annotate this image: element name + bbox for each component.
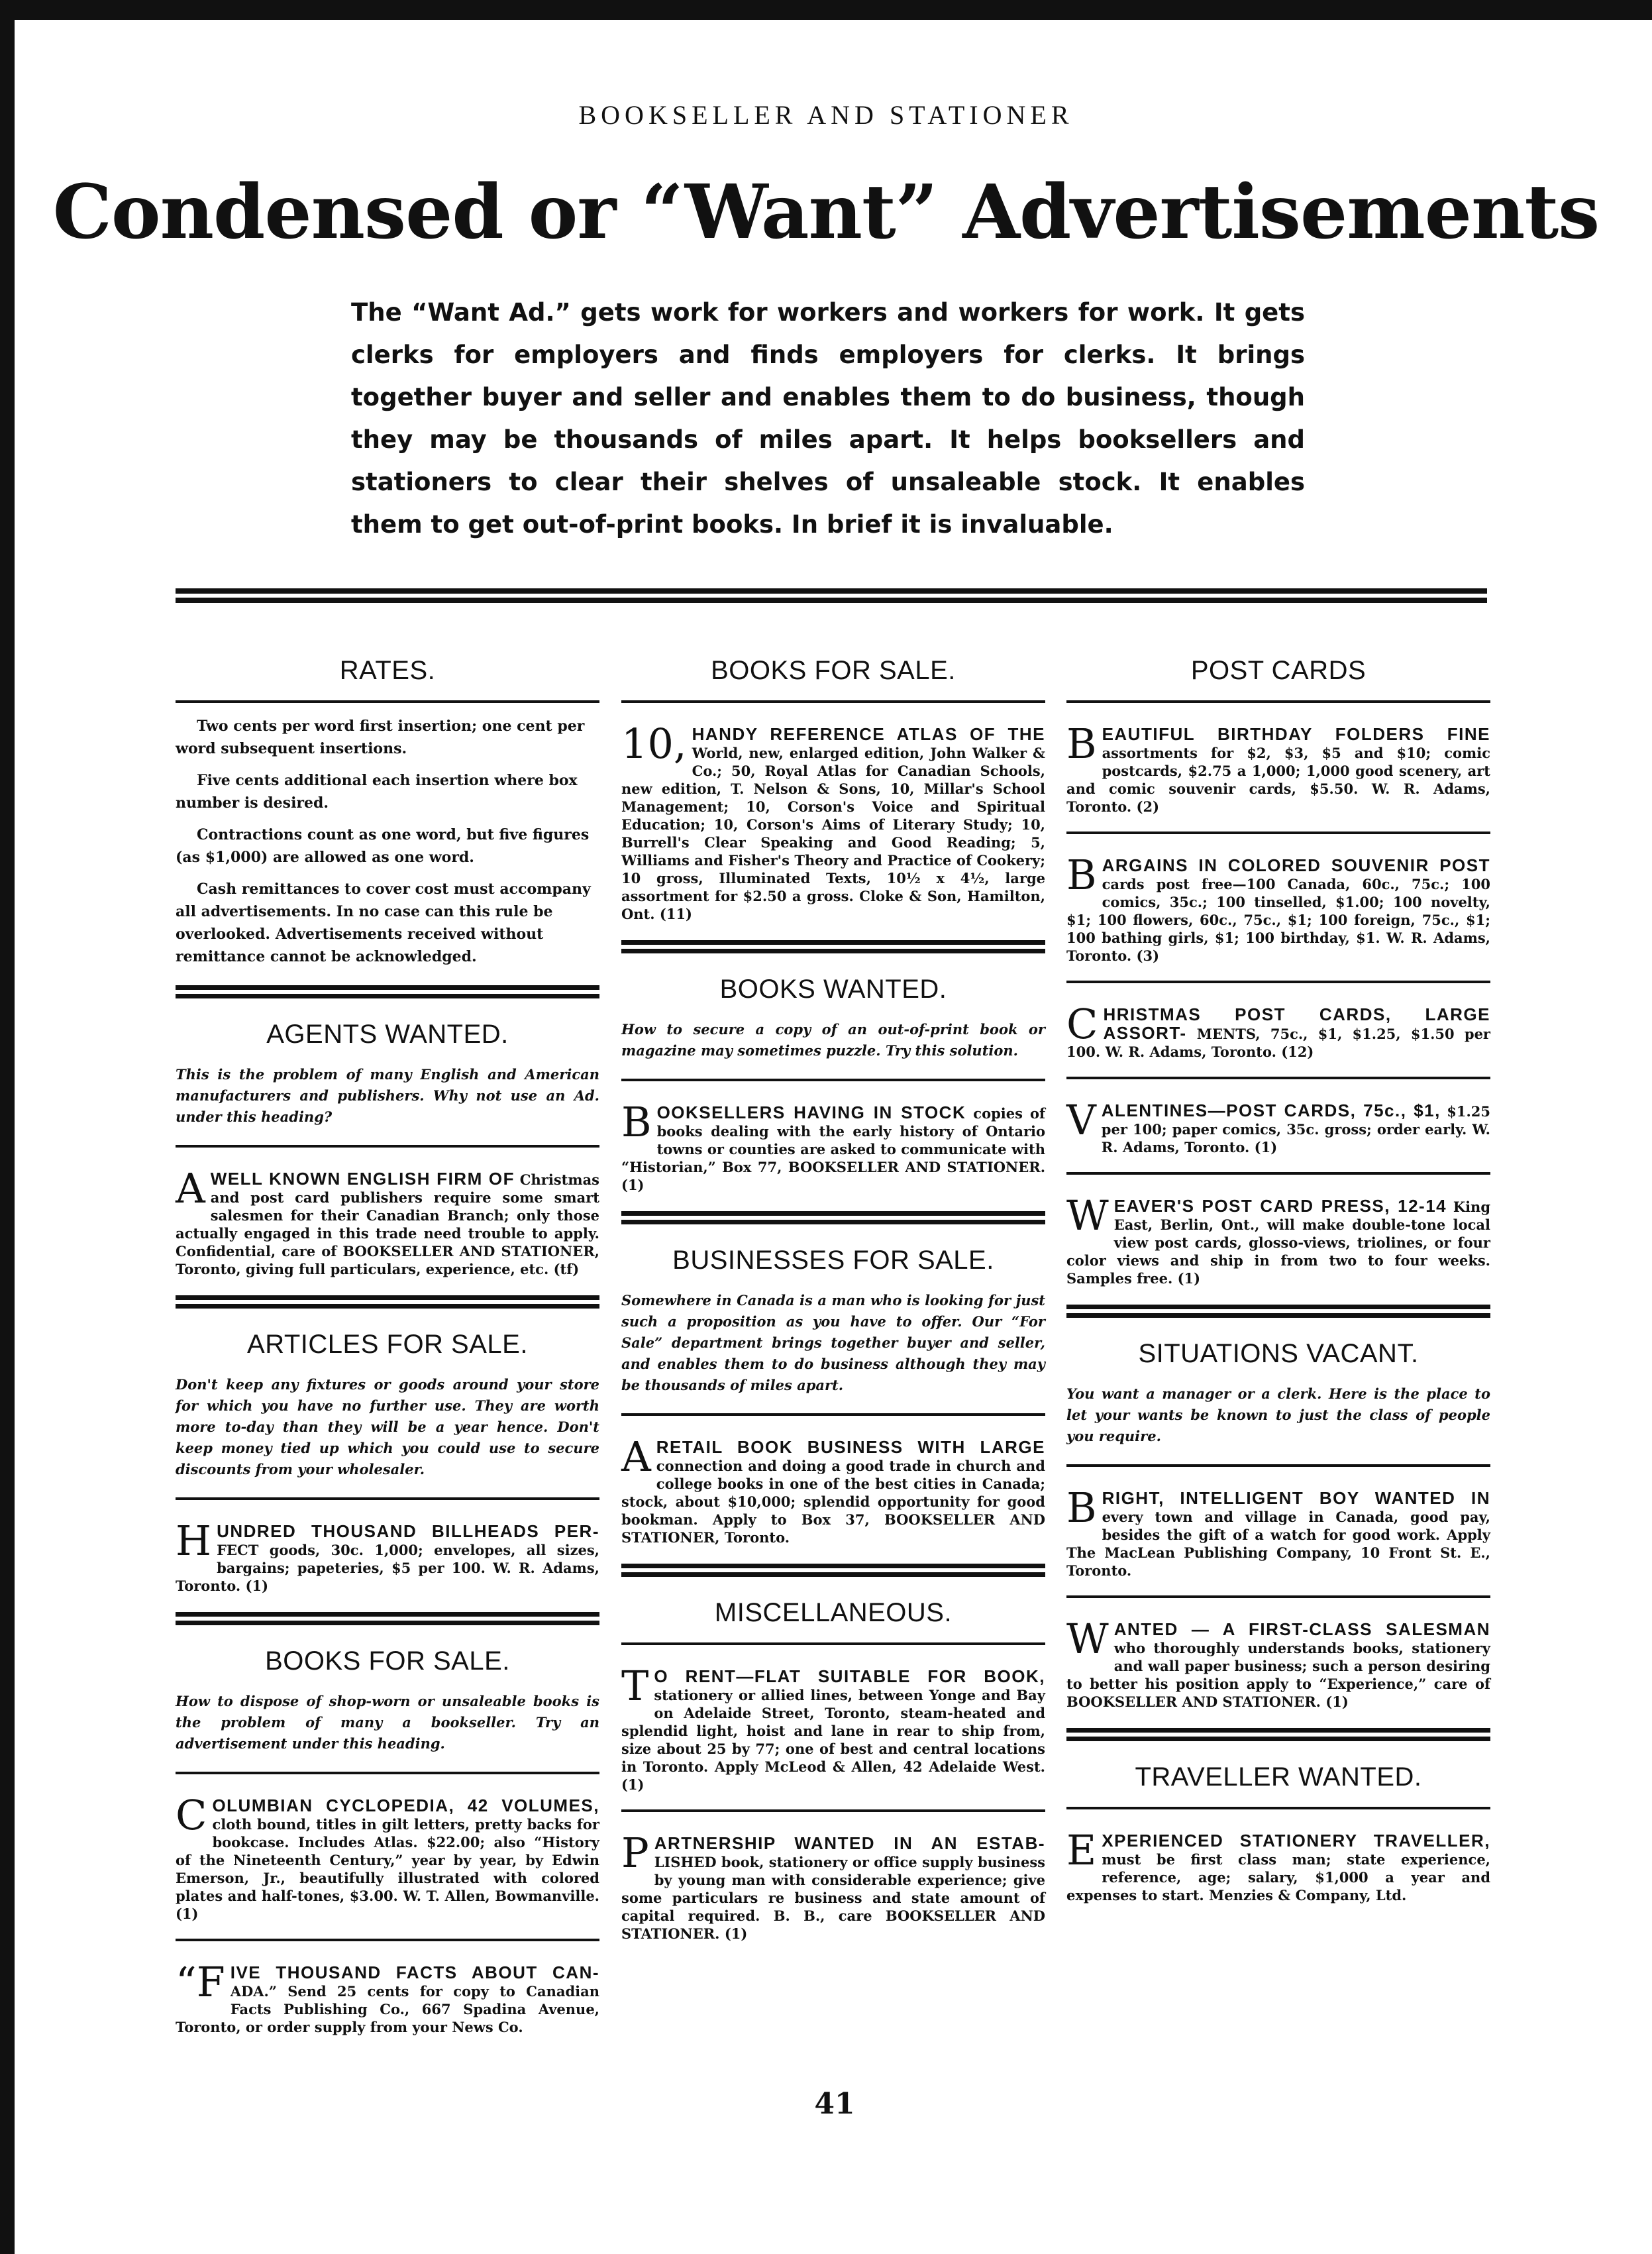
divider xyxy=(621,700,1045,703)
agents-wanted-promo: This is the problem of many English and American manufacturers and publishers. Why not use an Ad. under this heading? xyxy=(176,1066,599,1125)
ad-body: every town and village in Canada, good pay, besides the gift of a watch for good work. Apply The MacLean Publishing Company, 10 Front St. E., Toronto. xyxy=(1066,1509,1490,1579)
rates-line: Cash remittances to cover cost must accompany all advertisements. In no case can this rule be overlooked. Advertisements received without remittance cannot be acknowledged. xyxy=(176,881,591,965)
ad-lead: WELL KNOWN ENGLISH FIRM OF xyxy=(210,1169,515,1189)
ad-lead: O RENT—FLAT SUITABLE FOR BOOK, xyxy=(654,1666,1045,1686)
divider xyxy=(621,1564,1045,1578)
classified-ad xyxy=(621,1098,1045,1194)
drop-cap: B xyxy=(1066,720,1097,768)
ad-lead: OLUMBIAN CYCLOPEDIA, 42 VOLUMES, xyxy=(212,1796,599,1815)
ad-body: $1.25 per 100; paper comics, 35c. gross; order early. W. R. Adams, Toronto. xyxy=(1101,1103,1490,1155)
drop-cap: “F xyxy=(176,1958,225,2006)
divider xyxy=(176,1497,599,1500)
classified-ad xyxy=(1066,1615,1490,1711)
ad-tag: (1) xyxy=(1325,1693,1349,1710)
classified-ad xyxy=(621,1432,1045,1546)
divider xyxy=(176,1939,599,1941)
divider xyxy=(176,1295,599,1310)
classified-ad xyxy=(1066,1000,1490,1061)
classified-ad xyxy=(1066,1483,1490,1580)
ad-tag: (2) xyxy=(1136,798,1160,815)
ad-tag: (12) xyxy=(1281,1044,1314,1060)
column-left xyxy=(176,636,599,2052)
drop-cap: W xyxy=(1066,1191,1109,1240)
divider xyxy=(1066,700,1490,703)
drop-cap: H xyxy=(176,1517,212,1565)
classified-ad xyxy=(176,1164,600,1278)
top-border xyxy=(0,0,1652,20)
divider xyxy=(621,1413,1045,1416)
drop-cap: B xyxy=(1066,851,1097,899)
ad-tag: (11) xyxy=(659,906,692,922)
rates-line: Five cents additional each insertion where box number is desired. xyxy=(176,772,578,812)
ad-body: assortments for $2, $3, $5 and $10; comic postcards, $2.75 a 1,000; 1,000 good scenery, art and comic souvenir cards, $5.50. W. R. Adams, Toronto. xyxy=(1066,745,1490,815)
drop-cap: W xyxy=(1066,1615,1109,1663)
ad-lead: EAVER'S POST CARD PRESS, 12-14 xyxy=(1113,1196,1447,1216)
drop-cap: 10, xyxy=(621,720,687,768)
drop-cap: E xyxy=(1066,1826,1097,1874)
page-title: Condensed or “Want” Advertisements xyxy=(52,169,1600,256)
divider xyxy=(1066,1728,1490,1743)
classified-ad xyxy=(1066,1826,1490,1904)
divider xyxy=(1066,1464,1490,1467)
traveller-wanted-heading: TRAVELLER WANTED. xyxy=(1135,1762,1422,1792)
left-border xyxy=(0,20,15,2254)
situations-vacant-heading: SITUATIONS VACANT. xyxy=(1138,1339,1419,1368)
ad-body: must be first class man; state experience, reference, age; salary, $1,000 a year and expenses to start. Menzies & Company, Ltd. xyxy=(1066,1851,1490,1904)
classified-ad xyxy=(176,1791,599,1923)
ad-body: World, new, enlarged edition, John Walker & Co.; 50, Royal Atlas for Canadian Schools, new edition, T. Nelson & Sons, 10, Millar's School Management; 10, Corson's Voice and Spiritual Education; 10, Corson's Aims of Literary Study; 10, Burrell's Clear Speaking and Good Reading; 5, Williams and Fisher's Theory and Practice of Cookery; 10 gross, Illuminated Texts, 10½ x 4½, large assortment for $2.50 a gross. Cloke & Son, Hamilton, Ont. xyxy=(621,745,1045,922)
classified-ad xyxy=(1066,851,1490,965)
classified-ad xyxy=(1066,1096,1490,1156)
classified-ad xyxy=(176,1958,599,2036)
divider xyxy=(1066,1807,1490,1809)
page-number: 41 xyxy=(814,2087,855,2121)
ad-lead: OOKSELLERS HAVING IN STOCK xyxy=(656,1102,966,1122)
column-center xyxy=(621,636,1045,1959)
ad-body: ADA.” Send 25 cents for copy to Canadian Facts Publishing Co., 667 Spadina Avenue, Toronto, or order supply from your News Co. xyxy=(176,1983,599,2035)
ad-body: MENTS, 75c., $1, $1.25, $1.50 per 100. W. R. Adams, Toronto. xyxy=(1066,1026,1490,1060)
ad-lead: ARGAINS IN COLORED SOUVENIR POST xyxy=(1102,855,1490,875)
ad-lead: ANTED — A FIRST-CLASS SALESMAN xyxy=(1113,1619,1490,1639)
divider xyxy=(1066,1077,1490,1079)
situations-vacant-promo: You want a manager or a clerk. Here is the place to let your wants be known to just the class of people you require. xyxy=(1066,1385,1490,1444)
ad-tag: (1) xyxy=(621,1776,645,1793)
ad-body: Christmas and post card publishers require some smart salesmen for their Canadian Branch; only those actually engaged in this trade need trouble to apply. Confidential, care of BOOKSELLER AND STATIONER, Toronto, giving full particulars, experience, etc. xyxy=(176,1171,600,1277)
books-wanted-promo: How to secure a copy of an out-of-print book or magazine may sometimes puzzle. Try this solution. xyxy=(621,1021,1045,1059)
ad-lead: UNDRED THOUSAND BILLHEADS PER- xyxy=(217,1521,599,1541)
businesses-for-sale-promo: Somewhere in Canada is a man who is looking for just such a proposition as you have to offer. Our “For Sale” department brings together buyer and seller, and enables them to do business although they may be thousands of miles apart. xyxy=(621,1292,1045,1393)
rates-line: Two cents per word first insertion; one cent per word subsequent insertions. xyxy=(176,718,585,757)
divider xyxy=(621,1211,1045,1226)
divider xyxy=(176,1612,599,1627)
divider xyxy=(1066,832,1490,834)
classified-ad xyxy=(176,1517,599,1595)
drop-cap: A xyxy=(621,1432,651,1481)
divider xyxy=(1066,1595,1490,1598)
ad-body: cloth bound, titles in gilt letters, pretty backs for bookcase. Includes Atlas. $22.00; also “History of the Nineteenth Century,” year by year, by Edwin Emerson, Jr., beautifully illustrated with colored plates and half-tones, $3.00. W. T. Allen, Bowmanville. xyxy=(176,1816,599,1904)
drop-cap: B xyxy=(621,1098,652,1146)
ad-lead: IVE THOUSAND FACTS ABOUT CAN- xyxy=(230,1962,599,1982)
ad-body: LISHED book, stationery or office supply business by young man with considerable experience; give some particulars re business and state amount of capital required. B. B., care BOOKSELLER AND STATIONER. xyxy=(621,1854,1045,1942)
businesses-for-sale-heading: BUSINESSES FOR SALE. xyxy=(672,1246,994,1275)
drop-cap: P xyxy=(621,1829,649,1877)
ad-lead: ARTNERSHIP WANTED IN AN ESTAB- xyxy=(654,1833,1045,1853)
ad-tag: (3) xyxy=(1136,947,1160,964)
ad-lead: EAUTIFUL BIRTHDAY FOLDERS FINE xyxy=(1102,724,1490,744)
drop-cap: C xyxy=(1066,1000,1098,1048)
rates-text xyxy=(176,715,599,968)
ad-body: copies of books dealing with the early history of Ontario towns or counties are asked to communicate with “Historian,” Box 77, BOOKSELLER AND STATIONER. xyxy=(621,1105,1045,1175)
ad-body: cards post free—100 Canada, 60c., 75c.; 100 comics, 35c.; 100 tinselled, $1.00; 100 novelty, $1; 100 flowers, 60c., 75c., $1; 100 foreign, 75c., $1; 100 bathing girls, $1; 100 birthday, $1. W. R. Adams, Toronto. xyxy=(1066,876,1490,964)
ad-body: King East, Berlin, Ont., will make double-tone local view post cards, glosso-views, triolines, or four color views and ship in from two to four weeks. Samples free. xyxy=(1066,1199,1491,1287)
books-for-sale-heading: BOOKS FOR SALE. xyxy=(711,656,956,685)
classified-ad xyxy=(1066,1191,1491,1287)
divider xyxy=(621,1809,1045,1812)
ad-lead: XPERIENCED STATIONERY TRAVELLER, xyxy=(1102,1831,1490,1851)
articles-for-sale-promo: Don't keep any fixtures or goods around your store for which you have no further use. They are worth more to-day than they will be a year hence. Don't keep money tied up which you could use to secure discounts from your wholesaler. xyxy=(176,1376,599,1477)
divider xyxy=(621,940,1045,955)
rates-line: Contractions count as one word, but five figures (as $1,000) are allowed as one word. xyxy=(176,826,590,866)
column-right xyxy=(1066,636,1490,1920)
drop-cap: A xyxy=(176,1164,205,1212)
divider xyxy=(621,1642,1045,1645)
ad-tag: (tf) xyxy=(553,1261,580,1277)
intro-paragraph: The “Want Ad.” gets work for workers and workers for work. It gets clerks for employers and finds employers for clerks. It brings together buyer and seller and enables them to do business, though they may be thousands of miles apart. It helps booksellers and stationers to clear their shelves of unsaleable stock. It enables them to get out-of-print books. In brief it is invaluable. xyxy=(351,298,1305,539)
ad-tag: (1) xyxy=(176,1905,199,1922)
ad-tag: (1) xyxy=(621,1177,645,1193)
divider xyxy=(1066,1305,1490,1319)
divider xyxy=(1066,981,1490,983)
classified-ad xyxy=(621,1662,1045,1794)
drop-cap: V xyxy=(1066,1096,1096,1144)
classified-ad xyxy=(621,720,1045,923)
drop-cap: C xyxy=(176,1791,207,1839)
ad-lead: RETAIL BOOK BUSINESS WITH LARGE xyxy=(656,1437,1045,1457)
classified-ad xyxy=(621,1829,1045,1943)
ad-lead: ALENTINES—POST CARDS, 75c., $1, xyxy=(1101,1100,1441,1120)
divider xyxy=(621,1079,1045,1081)
ad-tag: (1) xyxy=(1254,1139,1278,1155)
ad-tag: (1) xyxy=(724,1925,748,1942)
ad-lead: HANDY REFERENCE ATLAS OF THE xyxy=(692,724,1045,744)
drop-cap: B xyxy=(1066,1483,1097,1532)
ad-tag: (1) xyxy=(245,1578,269,1594)
divider xyxy=(176,1772,599,1774)
divider xyxy=(176,985,599,1000)
ad-body: FECT goods, 30c. 1,000; envelopes, all sizes, bargains; papeteries, $5 per 100. W. R. Adams, Toronto. xyxy=(176,1542,599,1594)
classified-ad xyxy=(1066,720,1490,816)
running-head: BOOKSELLER AND STATIONER xyxy=(578,100,1074,130)
books-wanted-heading: BOOKS WANTED. xyxy=(719,975,947,1004)
divider xyxy=(1066,1172,1490,1175)
ad-lead: RIGHT, INTELLIGENT BOY WANTED IN xyxy=(1102,1488,1490,1508)
ad-body: connection and doing a good trade in church and college books in one of the best cities in Canada; stock, about $10,000; splendid opportunity for good bookman. Apply to Box 37, BOOKSELLER AND STATIONER, Toronto. xyxy=(621,1458,1045,1546)
divider xyxy=(176,1145,599,1148)
ad-lead: HRISTMAS POST CARDS, LARGE ASSORT- xyxy=(1103,1004,1490,1043)
ad-body: stationery or allied lines, between Yonge and Bay on Adelaide Street, Toronto, steam-heated and splendid light, hoist and lane in rear to ship from, size about 25 by 77; one of best and central locations in Toronto. Apply McLeod & Allen, 42 Adelaide West. xyxy=(621,1687,1045,1775)
divider xyxy=(176,700,599,703)
books-for-sale-promo: How to dispose of shop-worn or unsaleable books is the problem of many a bookseller. Try an advertisement under this heading. xyxy=(176,1693,599,1752)
ad-tag: (1) xyxy=(1177,1270,1201,1287)
books-for-sale-heading: BOOKS FOR SALE. xyxy=(265,1646,510,1676)
ad-body: who thoroughly understands books, stationery and wall paper business; such a person desiring to better his position apply to “Experience,” care of BOOKSELLER AND STATIONER. xyxy=(1066,1640,1490,1710)
drop-cap: T xyxy=(621,1662,649,1710)
post-cards-heading: POST CARDS xyxy=(1190,656,1367,685)
rates-heading: RATES. xyxy=(339,656,436,685)
miscellaneous-heading: MISCELLANEOUS. xyxy=(714,1598,953,1627)
agents-wanted-heading: AGENTS WANTED. xyxy=(266,1020,509,1049)
articles-for-sale-heading: ARTICLES FOR SALE. xyxy=(247,1330,528,1359)
